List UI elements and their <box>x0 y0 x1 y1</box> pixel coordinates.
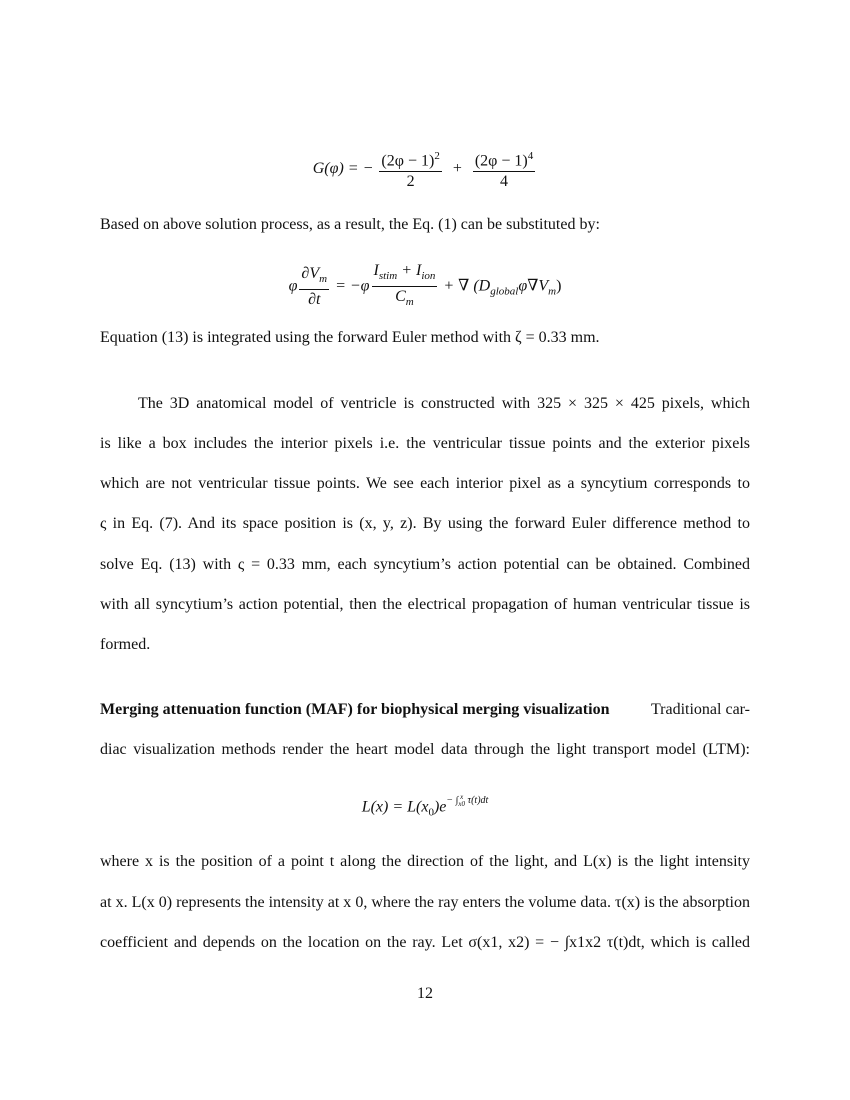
eq-vm-tail-b: φ∇V <box>518 277 549 295</box>
maf-heading: Merging attenuation function (MAF) for biophysical merging visualization <box>100 701 610 718</box>
eq-vm-i-ion-sub: ion <box>421 270 436 283</box>
eq-vm-tail-c: ) <box>556 277 562 295</box>
eq-l-exp-integral: − ∫ <box>446 795 459 807</box>
para2-line2: is like a box includes the interior pixels i.e. the ventricular tissue points and the exterior pixels <box>100 435 750 452</box>
maf-line1-rest: Traditional car- <box>650 701 750 718</box>
equation-ltm <box>0 794 850 818</box>
text-euler-method: Equation (13) is integrated using the forward Euler method with ζ = 0.33 mm. <box>100 329 600 346</box>
para2-line1: The 3D anatomical model of ventricle is constructed with 325 × 325 × 425 pixels, which <box>138 395 750 412</box>
para2-line7: formed. <box>100 636 151 653</box>
eq-vm-tail-a: + ∇ (D <box>443 277 491 295</box>
eq-g-num2-exp: 4 <box>527 150 534 162</box>
eq-vm-cm: C <box>395 288 406 306</box>
eq-l-sub0: 0 <box>428 806 434 819</box>
eq-vm-i-stim-sub: stim <box>378 270 398 283</box>
eq-vm-tail-sub2: m <box>548 285 557 298</box>
eq-vm-num-lhs: ∂V <box>301 264 320 282</box>
eq-l-exp-tail: τ(t)dt <box>465 795 489 807</box>
eq-l-exp-upper: x <box>460 793 464 801</box>
para3-line3: coefficient and depends on the location on the ray. Let σ(x1, x2) = − ∫x1x2 τ(t)dt, which is called <box>100 934 750 951</box>
eq-vm-num-lhs-sub: m <box>319 272 328 285</box>
eq-vm-cm-sub: m <box>405 296 414 309</box>
maf-line2: diac visualization methods render the heart model data through the light transport model (LTM): <box>100 741 750 758</box>
eq-g-num1: (2φ − 1) <box>381 152 435 170</box>
para2-line3: which are not ventricular tissue points. We see each interior pixel as a syncytium corresponds to <box>100 475 750 492</box>
eq-vm-tail-sub: global <box>490 285 519 298</box>
equation-vm <box>0 262 850 311</box>
eq-vm-fraction-lhs <box>299 265 329 309</box>
eq-l-exp-lower: x0 <box>458 800 466 808</box>
eq-vm-minus-phi: = −φ <box>335 277 370 295</box>
page-number: 12 <box>417 985 433 1002</box>
para2-line6: with all syncytium’s action potential, then the electrical propagation of human ventricular tissue is <box>100 596 750 613</box>
equation-g-phi <box>0 147 850 191</box>
eq-g-den1: 2 <box>406 173 415 191</box>
text-based-on-solution: Based on above solution process, as a result, the Eq. (1) can be substituted by: <box>100 216 600 233</box>
eq-g-fraction-2 <box>473 147 535 191</box>
eq-g-fraction-1 <box>379 147 441 191</box>
eq-g-lhs: G(φ) = − <box>312 159 374 177</box>
para3-line1: where x is the position of a point t along the direction of the light, and L(x) is the light intensity <box>100 853 750 870</box>
eq-vm-plus-i: + I <box>397 262 422 279</box>
maf-line1 <box>100 701 750 719</box>
eq-l-mid: )e <box>433 798 447 816</box>
eq-vm-phi: φ <box>288 277 298 295</box>
eq-vm-den-lhs: ∂t <box>308 290 321 308</box>
eq-g-den2: 4 <box>500 173 509 191</box>
para2-line5: solve Eq. (13) with ς = 0.33 mm, each syncytium’s action potential can be obtained. Combined <box>100 556 750 573</box>
eq-g-num1-exp: 2 <box>434 150 440 162</box>
eq-g-num2: (2φ − 1) <box>474 152 528 170</box>
eq-vm-fraction-rhs <box>372 262 438 311</box>
eq-g-plus: + <box>452 159 462 177</box>
para3-line2: at x. L(x 0) represents the intensity at x 0, where the ray enters the volume data. τ(x) is the absorption <box>100 894 751 911</box>
para2-line4: ς in Eq. (7). And its space position is (x, y, z). By using the forward Euler difference method to <box>100 515 750 532</box>
eq-vm-i-stim: I <box>373 262 379 279</box>
eq-l-exponent <box>446 795 488 806</box>
eq-l-lhs: L(x) = L(x <box>361 798 429 816</box>
